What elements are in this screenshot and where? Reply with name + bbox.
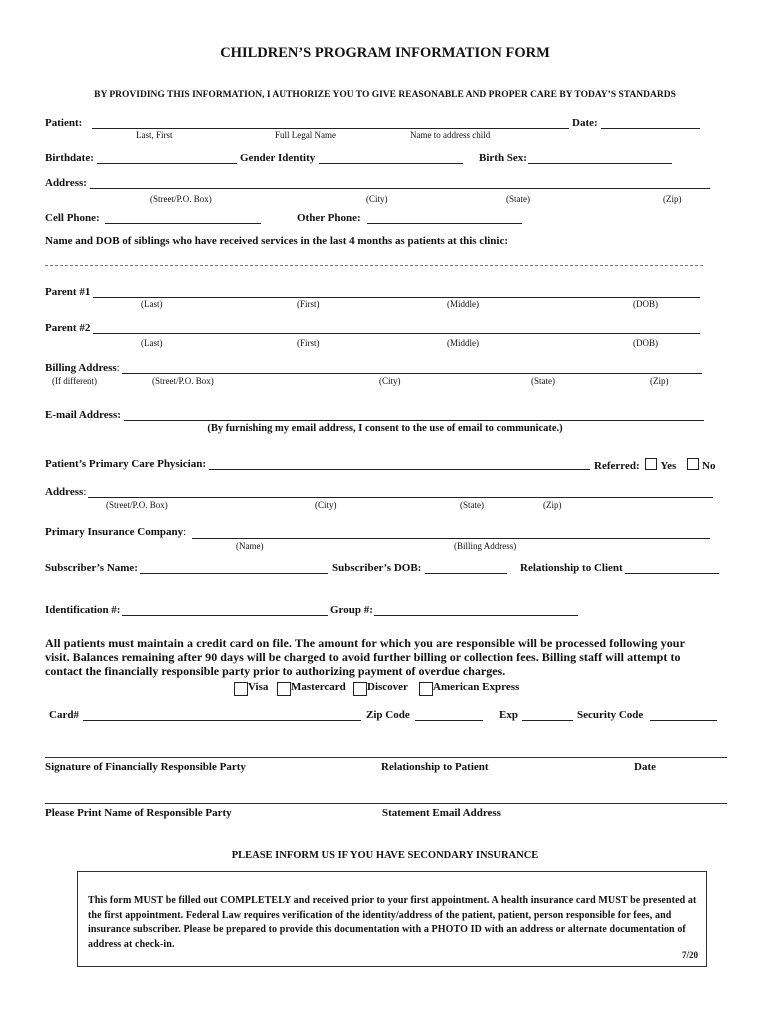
email-consent: (By furnishing my email address, I consent to the use of email to communicate.) <box>207 423 563 434</box>
parent2-label: Parent #2 <box>45 322 91 334</box>
birth-sex-label: Birth Sex: <box>479 152 527 164</box>
print-name-line[interactable] <box>45 803 727 804</box>
cell-phone-label: Cell Phone: <box>45 212 100 224</box>
parent2-sub-dob: (DOB) <box>633 338 658 348</box>
billing-sub-street: (Street/P.O. Box) <box>152 376 214 386</box>
parent1-label: Parent #1 <box>45 286 91 298</box>
date-label: Date: <box>572 117 598 129</box>
signature-line[interactable] <box>45 757 727 758</box>
subscriber-dob-label: Subscriber’s DOB: <box>332 562 422 574</box>
address-field[interactable] <box>90 188 710 189</box>
billing-address-text: Billing Address <box>45 362 117 374</box>
email-field[interactable] <box>124 420 704 421</box>
billing-address-label <box>45 362 120 374</box>
insurance-sub-name: (Name) <box>236 541 264 551</box>
birthdate-label: Birthdate: <box>45 152 94 164</box>
gender-label: Gender Identity <box>240 152 316 164</box>
american-express-checkbox[interactable] <box>419 682 433 696</box>
birth-sex-field[interactable] <box>528 163 672 164</box>
referred-yes-label: Yes <box>660 460 677 472</box>
billing-sub-city: (City) <box>379 376 401 386</box>
card-number-field[interactable] <box>83 720 361 721</box>
physician-address-label <box>45 486 86 498</box>
birthdate-field[interactable] <box>97 163 237 164</box>
patient-label: Patient: <box>45 117 83 129</box>
physician-label: Patient’s Primary Care Physician: <box>45 458 206 470</box>
form-title: CHILDREN’S PROGRAM INFORMATION FORM <box>220 45 550 61</box>
secondary-insurance-notice: PLEASE INFORM US IF YOU HAVE SECONDARY INSURANCE <box>231 850 539 861</box>
address-label: Address: <box>45 177 87 189</box>
sublabel-last-first: Last, First <box>136 130 173 140</box>
referred-no-label: No <box>702 460 716 472</box>
referred-label: Referred: <box>594 460 640 472</box>
patient-name-field[interactable] <box>92 128 569 129</box>
sublabel-legal-name: Full Legal Name <box>275 130 336 140</box>
cell-phone-field[interactable] <box>105 223 261 224</box>
relationship-patient-label: Relationship to Patient <box>381 761 489 773</box>
exp-label: Exp <box>499 709 518 721</box>
authorization-statement: BY PROVIDING THIS INFORMATION, I AUTHORIZE YOU TO GIVE REASONABLE AND PROPER CARE BY TODAY’S STANDARDS <box>94 90 676 100</box>
subscriber-name-field[interactable] <box>140 573 328 574</box>
billing-sub-zip: (Zip) <box>650 376 669 386</box>
sublabel-address-child: Name to address child <box>410 130 491 140</box>
credit-policy-line1: All patients must maintain a credit card on file. The amount for which you are responsible will be processed following your <box>45 636 685 650</box>
referred-no-checkbox[interactable] <box>687 458 699 470</box>
identification-label: Identification #: <box>45 604 121 616</box>
revision-code: 7/20 <box>681 950 698 960</box>
other-phone-field[interactable] <box>367 223 522 224</box>
date-field[interactable] <box>601 128 700 129</box>
card-number-label: Card# <box>49 709 79 721</box>
email-label: E-mail Address: <box>45 409 121 421</box>
physician-field[interactable] <box>209 469 590 470</box>
parent2-sub-middle: (Middle) <box>447 338 479 348</box>
zip-code-field[interactable] <box>415 720 483 721</box>
insurance-label <box>45 526 186 538</box>
insurance-sub-billing: (Billing Address) <box>454 541 517 551</box>
relationship-client-label: Relationship to Client <box>520 562 623 574</box>
gender-field[interactable] <box>319 163 463 164</box>
insurance-field[interactable] <box>192 538 710 539</box>
exp-field[interactable] <box>522 720 573 721</box>
physician-address-colon: : <box>83 486 87 498</box>
signature-date-label: Date <box>634 761 656 773</box>
sublabel-city: (City) <box>366 194 388 204</box>
parent2-field[interactable] <box>93 333 700 334</box>
visa-checkbox[interactable] <box>234 682 248 696</box>
referred-yes-checkbox[interactable] <box>645 458 657 470</box>
parent1-sub-first: (First) <box>297 299 320 309</box>
group-label: Group #: <box>330 604 373 616</box>
american-express-label: American Express <box>433 681 520 693</box>
other-phone-label: Other Phone: <box>297 212 361 224</box>
physician-sub-city: (City) <box>315 500 337 510</box>
notice-box <box>77 871 707 967</box>
visa-label: Visa <box>248 681 269 693</box>
billing-address-colon: : <box>116 362 120 374</box>
physician-address-field[interactable] <box>88 497 713 498</box>
parent2-sub-first: (First) <box>297 338 320 348</box>
physician-address-text: Address <box>45 486 84 498</box>
subscriber-dob-field[interactable] <box>425 573 507 574</box>
physician-sub-zip: (Zip) <box>543 500 562 510</box>
parent1-sub-middle: (Middle) <box>447 299 479 309</box>
insurance-colon: : <box>183 526 187 538</box>
parent1-field[interactable] <box>93 297 700 298</box>
sublabel-state: (State) <box>506 194 530 204</box>
billing-sub-if-different: (If different) <box>52 376 98 386</box>
mastercard-label: Mastercard <box>291 681 346 693</box>
siblings-label: Name and DOB of siblings who have received services in the last 4 months as patients at this clinic: <box>45 235 509 247</box>
relationship-client-field[interactable] <box>625 573 719 574</box>
billing-address-field[interactable] <box>122 373 702 374</box>
credit-policy-line3: contact the financially responsible party prior to authorizing payment of overdue charges. <box>45 664 506 678</box>
security-code-label: Security Code <box>577 709 644 721</box>
credit-policy-line2: visit. Balances remaining after 90 days will be charged to avoid further billing or collection fees. Billing staff will attempt to <box>45 650 681 664</box>
sublabel-street: (Street/P.O. Box) <box>150 194 212 204</box>
sublabel-zip: (Zip) <box>663 194 682 204</box>
physician-sub-state: (State) <box>460 500 484 510</box>
discover-checkbox[interactable] <box>353 682 367 696</box>
referred-group <box>594 458 715 472</box>
security-code-field[interactable] <box>650 720 717 721</box>
parent1-sub-last: (Last) <box>141 299 163 309</box>
zip-code-label: Zip Code <box>366 709 410 721</box>
subscriber-name-label: Subscriber’s Name: <box>45 562 138 574</box>
group-field[interactable] <box>374 615 578 616</box>
parent1-sub-dob: (DOB) <box>633 299 658 309</box>
statement-email-label: Statement Email Address <box>382 807 501 819</box>
insurance-text: Primary Insurance Company <box>45 526 184 538</box>
physician-sub-street: (Street/P.O. Box) <box>106 500 168 510</box>
notice-text: This form MUST be filled out COMPLETELY and received prior to your first appointment. A health insurance card MUST be presented at the first appointment. Federal Law requires verification of the identity/address of the patient, patient, person responsible for fees, and insurance subscriber. Please be prepared to provide this documentation with a PHOTO ID with an address or alternate documentation of address at check-in. <box>88 895 697 950</box>
siblings-field[interactable] <box>45 265 703 266</box>
billing-sub-state: (State) <box>531 376 555 386</box>
mastercard-checkbox[interactable] <box>277 682 291 696</box>
signature-label: Signature of Financially Responsible Party <box>45 761 246 773</box>
discover-label: Discover <box>367 681 408 693</box>
print-name-label: Please Print Name of Responsible Party <box>45 807 232 819</box>
parent2-sub-last: (Last) <box>141 338 163 348</box>
identification-field[interactable] <box>122 615 328 616</box>
